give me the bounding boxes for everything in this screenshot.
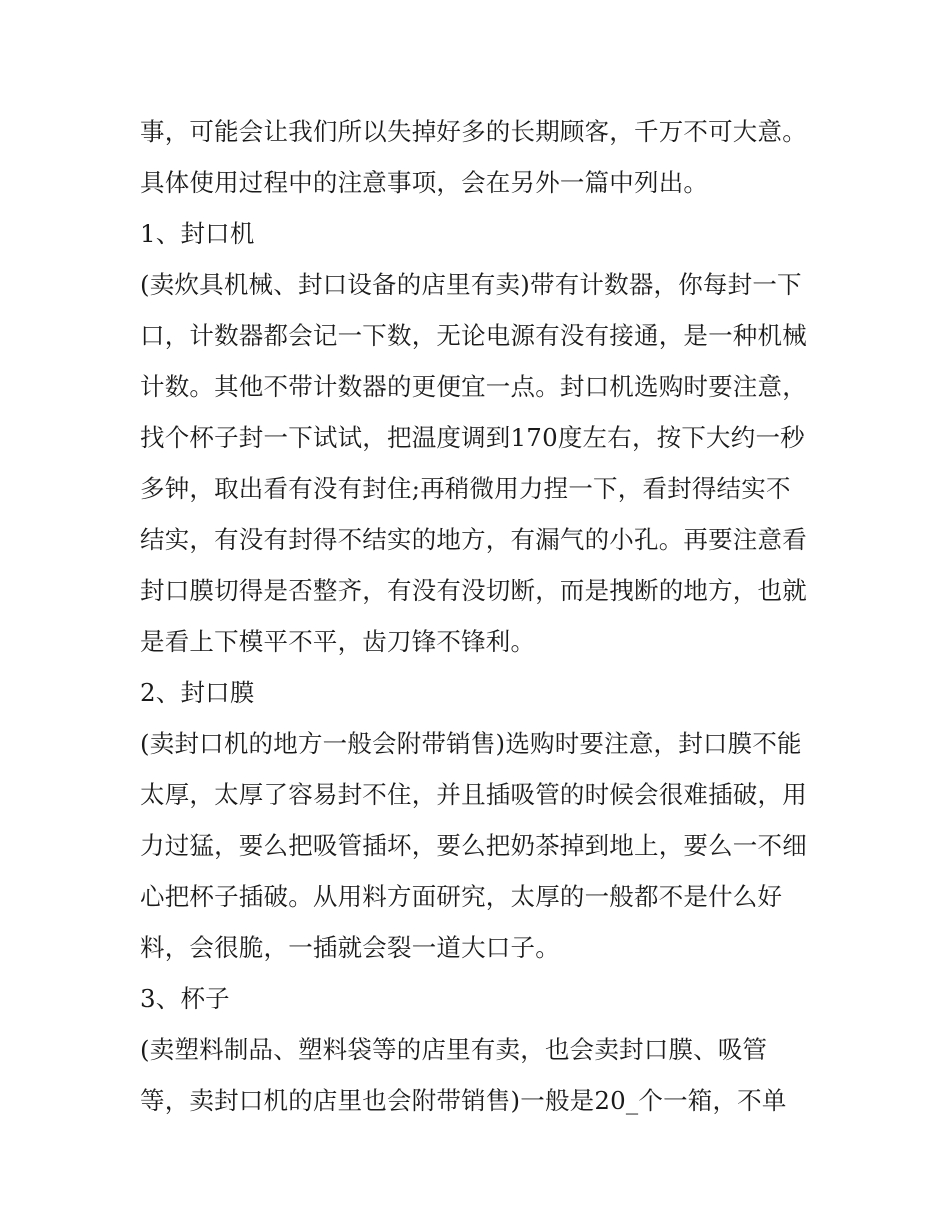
text-line: 找个杯子封一下试试，把温度调到170度左右，按下大约一秒 (140, 423, 805, 452)
text-line: 计数。其他不带计数器的更便宜一点。封口机选购时要注意， (140, 372, 807, 401)
text-line: (卖封口机的地方一般会附带销售)选购时要注意，封口膜不能 (140, 729, 802, 758)
text-line: 封口膜切得是否整齐，有没有没切断，而是拽断的地方，也就 (140, 576, 807, 605)
text-line: 多钟，取出看有没有封住;再稍微用力捏一下，看封得结实不 (140, 474, 791, 503)
text-line: 具体使用过程中的注意事项，会在另外一篇中列出。 (140, 168, 709, 197)
section-heading: 1、封口机 (140, 219, 255, 248)
text-line: 事，可能会让我们所以失掉好多的长期顾客，千万不可大意。 (140, 117, 807, 146)
text-line: 太厚，太厚了容易封不住，并且插吸管的时候会很难插破，用 (140, 780, 807, 809)
text-line: 心把杯子插破。从用料方面研究，太厚的一般都不是什么好 (140, 882, 783, 911)
section-heading: 2、封口膜 (140, 678, 255, 707)
text-line: 结实，有没有封得不结实的地方，有漏气的小孔。再要注意看 (140, 525, 807, 554)
text-line: (卖塑料制品、塑料袋等的店里有卖，也会卖封口膜、吸管 (140, 1035, 768, 1064)
text-line: 是看上下模平不平，齿刀锋不锋利。 (140, 627, 536, 656)
section-heading: 3、杯子 (140, 984, 230, 1013)
text-line: 力过猛，要么把吸管插坏，要么把奶茶掉到地上，要么一不细 (140, 831, 807, 860)
text-line: 料，会很脆，一插就会裂一道大口子。 (140, 933, 560, 962)
document-body (140, 106, 820, 1126)
text-line: 等，卖封口机的店里也会附带销售)一般是20_个一箱，不单 (140, 1086, 787, 1115)
text-line: (卖炊具机械、封口设备的店里有卖)带有计数器，你每封一下 (140, 270, 802, 299)
text-line: 口，计数器都会记一下数，无论电源有没有接通，是一种机械 (140, 321, 807, 350)
